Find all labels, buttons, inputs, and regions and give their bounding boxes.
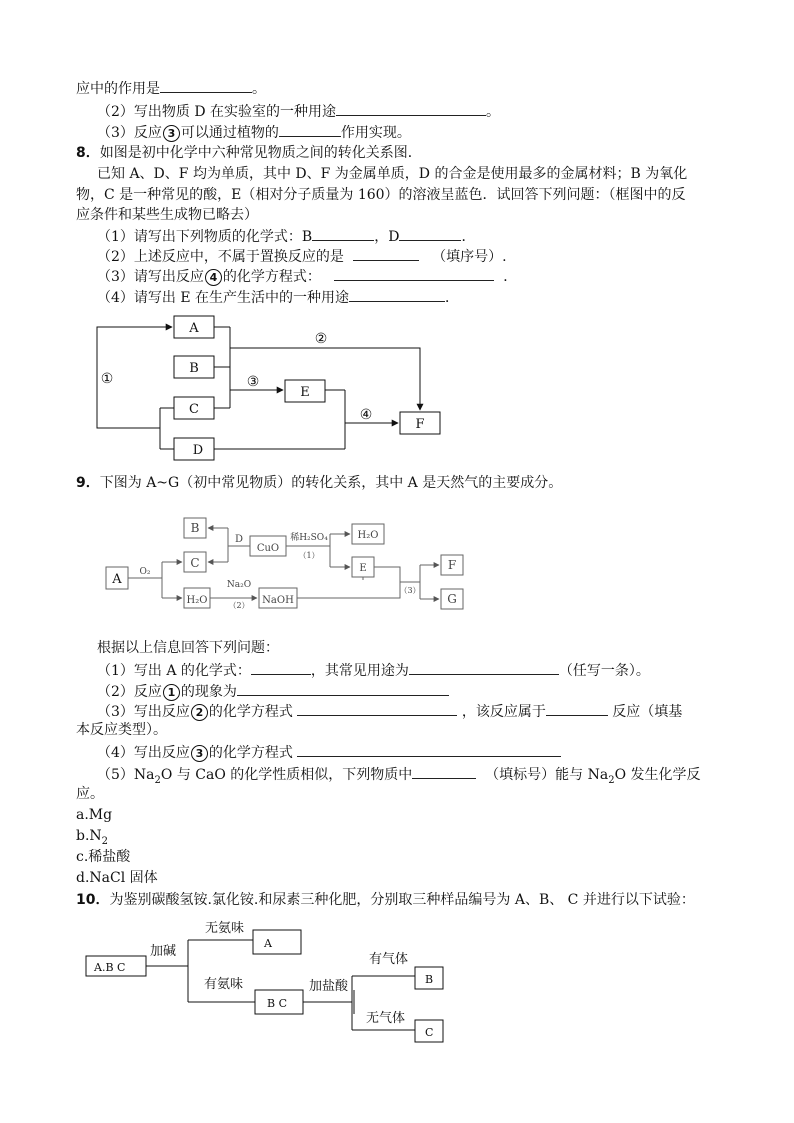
q9-sub-3-cont: 本反应类型）。 bbox=[76, 722, 167, 738]
q9-box-H2O-top: H₂O bbox=[357, 530, 379, 541]
q8-sub-3: （3）请写出反应 4 的化学方程式： ． bbox=[97, 266, 517, 286]
q9-sub-4: （4）写出反应 3 的化学方程式 bbox=[97, 742, 561, 762]
answer-blank[interactable] bbox=[336, 101, 486, 116]
answer-blank[interactable] bbox=[297, 742, 561, 757]
q9-sub-2: （2）反应 1 的现象为 bbox=[97, 681, 449, 701]
q9-label-O2: O₂ bbox=[139, 567, 151, 577]
q9-box-NaOH: NaOH bbox=[262, 595, 294, 606]
q9-box-CuO: CuO bbox=[256, 543, 280, 554]
q9-option-a: a.Mg bbox=[76, 807, 113, 823]
q9-label-r3: （3） bbox=[399, 586, 421, 595]
q8-reaction-2: ② bbox=[314, 331, 328, 347]
circled-number: 1 bbox=[163, 684, 180, 701]
q9-sub-1: （1）写出 A 的化学式： ，其常见用途为 （任写一条）。 bbox=[97, 660, 650, 680]
q9-box-H2O-mid: H₂O bbox=[186, 595, 208, 606]
q8-sub-1: （1）请写出下列物质的化学式：B ，D ． bbox=[97, 226, 475, 246]
q9-option-b: $b.N_2$ bbox=[76, 828, 109, 847]
q10-start-box: A.B C bbox=[94, 961, 126, 974]
answer-blank[interactable] bbox=[334, 266, 494, 281]
q8-label-A: A bbox=[189, 321, 199, 336]
q8-paragraph-1: 已知 A、D、F 均为单质，其中 D、F 为金属单质，D 的合金是使用最多的金属材料；B 为氧化 bbox=[97, 166, 688, 182]
q8-label-F: F bbox=[415, 417, 425, 432]
q8-box-C bbox=[174, 397, 214, 419]
q8-sub-2: （2）上述反应中，不属于置换反应的是 （填序号）. bbox=[97, 246, 507, 266]
q9-sub-3: （3）写出反应 2 的化学方程式 ，该反应属于 反应（填基 bbox=[97, 701, 682, 721]
q8-box-B bbox=[174, 356, 214, 378]
q10-title: 10．为鉴别碳酸氢铵.氯化铵.和尿素三种化肥，分别取三种样品编号为 A、B、 C 并进行以下试验： bbox=[76, 892, 695, 908]
answer-blank[interactable] bbox=[251, 660, 311, 675]
answer-blank[interactable] bbox=[237, 681, 449, 696]
q10-box-C: C bbox=[425, 1026, 434, 1039]
q10-label-gas: 有气体 bbox=[369, 952, 409, 967]
answer-blank[interactable] bbox=[279, 122, 341, 137]
q8-reaction-1: ① bbox=[100, 371, 114, 387]
circled-number: 3 bbox=[191, 745, 208, 762]
q9-label-r1: （1） bbox=[298, 551, 320, 560]
q10-label-ammonia: 有氨味 bbox=[204, 977, 244, 992]
answer-blank[interactable] bbox=[399, 226, 461, 241]
q9-intro: 根据以上信息回答下列问题： bbox=[97, 640, 279, 656]
q8-label-D: D bbox=[192, 443, 204, 458]
q7-line-0: 应中的作用是 。 bbox=[76, 78, 266, 98]
circled-number: 2 bbox=[191, 704, 208, 721]
q10-label-add-base: 加碱 bbox=[150, 944, 177, 959]
q8-label-E: E bbox=[300, 385, 310, 400]
q9-title: 9．下图为 A~G（初中常见物质）的转化关系，其中 A 是天然气的主要成分。 bbox=[76, 475, 563, 491]
q8-title: 8．如图是初中化学中六种常见物质之间的转化关系图． bbox=[76, 145, 422, 161]
q8-paragraph-3: 应条件和某些生成物已略去） bbox=[76, 207, 258, 223]
q10-label-no-gas: 无气体 bbox=[366, 1011, 406, 1026]
q9-box-E: E bbox=[359, 563, 367, 574]
q8-paragraph-2: 物，C 是一种常见的酸，E（相对分子质量为 160）的溶液呈蓝色．试回答下列问题：（框图中的反 bbox=[76, 187, 686, 203]
answer-blank[interactable] bbox=[312, 226, 374, 241]
q9-option-d: d.NaCl 固体 bbox=[76, 870, 158, 886]
answer-blank[interactable] bbox=[546, 701, 608, 716]
q8-reaction-3: ③ bbox=[246, 374, 260, 390]
circled-number: 4 bbox=[205, 269, 222, 286]
q10-label-add-acid: 加盐酸 bbox=[309, 979, 349, 994]
q8-box-E bbox=[285, 380, 325, 402]
q9-label-acid: 稀H₂SO₄ bbox=[290, 533, 328, 543]
q9-label-r2: （2） bbox=[228, 601, 250, 610]
q8-sub-4: （4）请写出 E 在生产生活中的一种用途 ． bbox=[97, 287, 459, 307]
answer-blank[interactable] bbox=[412, 764, 476, 779]
q10-box-B: B bbox=[425, 973, 434, 986]
q9-box-B: B bbox=[190, 521, 200, 535]
q9-box-A: A bbox=[112, 572, 122, 587]
q10-box-BC: B C bbox=[267, 997, 287, 1010]
q9-sub-5-cont: 应。 bbox=[76, 786, 104, 802]
q9-box-G: G bbox=[447, 592, 457, 606]
q8-reaction-4: ④ bbox=[359, 407, 373, 423]
q9-box-F: F bbox=[447, 558, 457, 572]
answer-blank[interactable] bbox=[160, 78, 252, 93]
q9-option-c: c.稀盐酸 bbox=[76, 849, 131, 865]
q8-label-B: B bbox=[189, 361, 199, 376]
q8-box-A bbox=[174, 316, 214, 338]
answer-blank[interactable] bbox=[409, 660, 559, 675]
q9-box-C: C bbox=[190, 556, 200, 570]
answer-blank[interactable] bbox=[297, 701, 457, 716]
q8-label-C: C bbox=[189, 402, 199, 417]
q10-box-A: A bbox=[264, 937, 272, 950]
q7-line-2: （2）写出物质 D 在实验室的一种用途 。 bbox=[97, 101, 500, 121]
q8-box-F bbox=[400, 412, 440, 434]
answer-blank[interactable] bbox=[353, 246, 419, 261]
q9-sub-5: $(5)Na_2O$ 与 CaO 的化学性质相似，下列物质中 （填标号）能与 $Na_2O$ 发生化学反 bbox=[97, 764, 701, 790]
circled-number: 3 bbox=[163, 125, 180, 142]
q10-label-no-ammonia: 无氨味 bbox=[205, 921, 245, 936]
q7-line-3: （3）反应 3 可以通过植物的 作用实现。 bbox=[97, 122, 411, 142]
q9-label-Na2O: Na₂O bbox=[226, 580, 252, 590]
q9-label-D: D bbox=[234, 534, 244, 545]
answer-blank[interactable] bbox=[349, 287, 445, 302]
q8-box-D bbox=[174, 438, 214, 460]
